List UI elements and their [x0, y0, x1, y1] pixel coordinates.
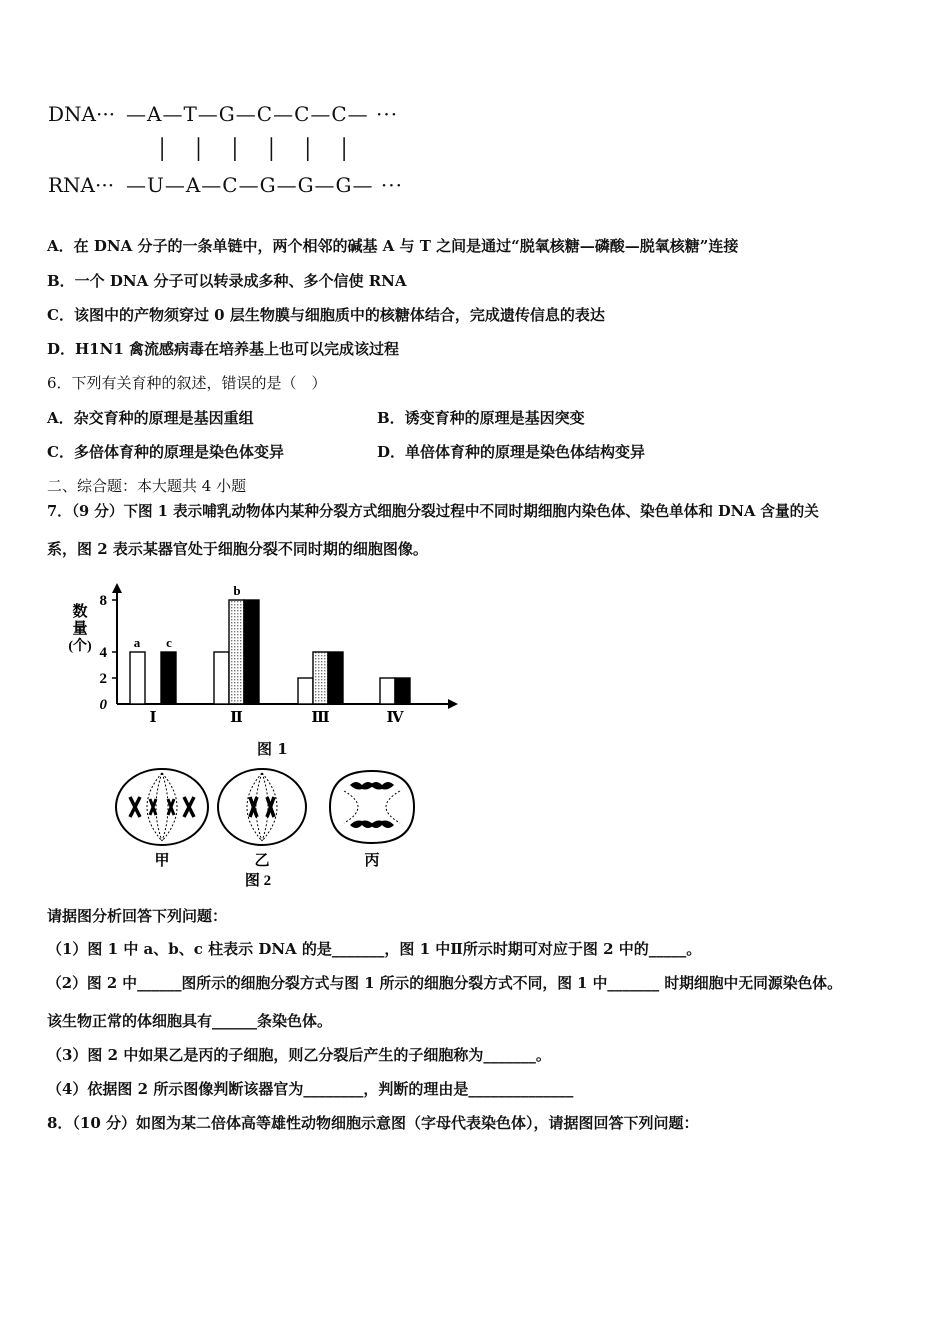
y-tick-label: 0 [99, 697, 107, 713]
figure1-caption: 图 1 [257, 740, 288, 758]
q7-sub3: （3）图 2 中如果乙是丙的子细胞，则乙分裂后产生的子细胞称为_______。 [47, 1046, 551, 1064]
bar-a-2 [214, 652, 229, 704]
q7-sub2-line1: （2）图 2 中______图所示的细胞分裂方式与图 1 所示的细胞分裂方式不同，图 1 中_______ 时期细胞中无同源染色体。 [47, 975, 842, 992]
y-label-1: 数 [72, 604, 88, 620]
y-tick-label: 8 [99, 593, 107, 609]
bar-a-3 [298, 678, 313, 704]
cell-yi [218, 769, 306, 845]
y-label-3: (个) [68, 639, 92, 654]
figure2-caption: 图 2 [244, 873, 272, 888]
y-tick-label: 4 [99, 645, 107, 661]
q6-option-c: C．多倍体育种的原理是染色体变异 [47, 443, 284, 461]
rna-label: RNA··· [48, 173, 115, 197]
cell-label-jia: 甲 [154, 853, 170, 869]
y-tick-label: 2 [99, 671, 107, 687]
bar-c-1 [161, 652, 176, 704]
q7-sub4: （4）依据图 2 所示图像判断该器官为________，判断的理由是______________ [47, 1080, 574, 1098]
q7-prompt: 请据图分析回答下列问题： [47, 907, 228, 925]
dna-label: DNA··· [48, 102, 116, 126]
x-category-label: Ⅰ [149, 710, 157, 726]
y-axis-arrow-icon [112, 583, 122, 593]
section-heading: 二、综合题：本大题共 4 小题 [47, 477, 247, 495]
q5-option-a: A．在 DNA 分子的一条单链中，两个相邻的碱基 A 与 T 之间是通过“脱氧核糖—磷酸—脱氧核糖”连接 [47, 237, 739, 255]
q6-option-d: D．单倍体育种的原理是染色体结构变异 [377, 443, 646, 461]
cell-label-bing: 丙 [364, 853, 380, 869]
series-annotation-b: b [233, 583, 241, 598]
cell-bing [330, 771, 414, 843]
cell-jia [116, 769, 208, 845]
bar-b-2 [229, 600, 244, 704]
q7-sub1: （1）图 1 中 a、b、c 柱表示 DNA 的是_______，图 1 中Ⅱ所示时期可对应于图 2 中的_____。 [47, 940, 702, 958]
q8-stem: 8．（10 分）如图为某二倍体高等雄性动物细胞示意图（字母代表染色体），请据图回答下列问题： [47, 1114, 699, 1132]
q6-option-a: A．杂交育种的原理是基因重组 [47, 409, 254, 427]
q7-stem-line1: 7．（9 分）下图 1 表示哺乳动物体内某种分裂方式细胞分裂过程中不同时期细胞内染色体、染色单体和 DNA 含量的关 [47, 503, 819, 520]
series-annotation-a: a [133, 635, 141, 650]
q6-stem: 6．下列有关育种的叙述，错误的是（ ） [47, 374, 327, 392]
bar-a-4 [380, 678, 395, 704]
rna-sequence: —U—A—C—G—G—G— ··· [126, 173, 403, 197]
bar-b-3 [313, 652, 328, 704]
bar-c-2 [244, 600, 259, 704]
x-category-label: Ⅳ [386, 710, 404, 726]
bar-a-1 [130, 652, 145, 704]
q5-option-b: B．一个 DNA 分子可以转录成多种、多个信使 RNA [47, 272, 407, 290]
x-axis-arrow-icon [448, 699, 458, 709]
q7-sub2-line2: 该生物正常的体细胞具有______条染色体。 [47, 1012, 333, 1030]
x-category-label: Ⅲ [311, 710, 330, 726]
q5-option-c: C．该图中的产物须穿过 0 层生物膜与细胞质中的核糖体结合，完成遗传信息的表达 [47, 306, 605, 324]
cell-label-yi: 乙 [254, 853, 270, 869]
q6-option-b: B．诱变育种的原理是基因突变 [377, 409, 585, 427]
y-label-2: 量 [72, 621, 88, 637]
bar-c-4 [395, 678, 410, 704]
base-pair-lines: │ │ │ │ │ │ [156, 137, 360, 161]
figure1-bar-chart [60, 583, 470, 758]
bar-c-3 [328, 652, 343, 704]
q7-stem-line2: 系，图 2 表示某器官处于细胞分裂不同时期的细胞图像。 [47, 540, 428, 558]
dna-sequence: —A—T—G—C—C—C— ··· [126, 102, 399, 126]
x-category-label: Ⅱ [230, 710, 243, 726]
series-annotation-c: c [166, 635, 172, 650]
figure2-cells [110, 763, 420, 888]
q5-option-d: D．H1N1 禽流感病毒在培养基上也可以完成该过程 [47, 340, 399, 358]
